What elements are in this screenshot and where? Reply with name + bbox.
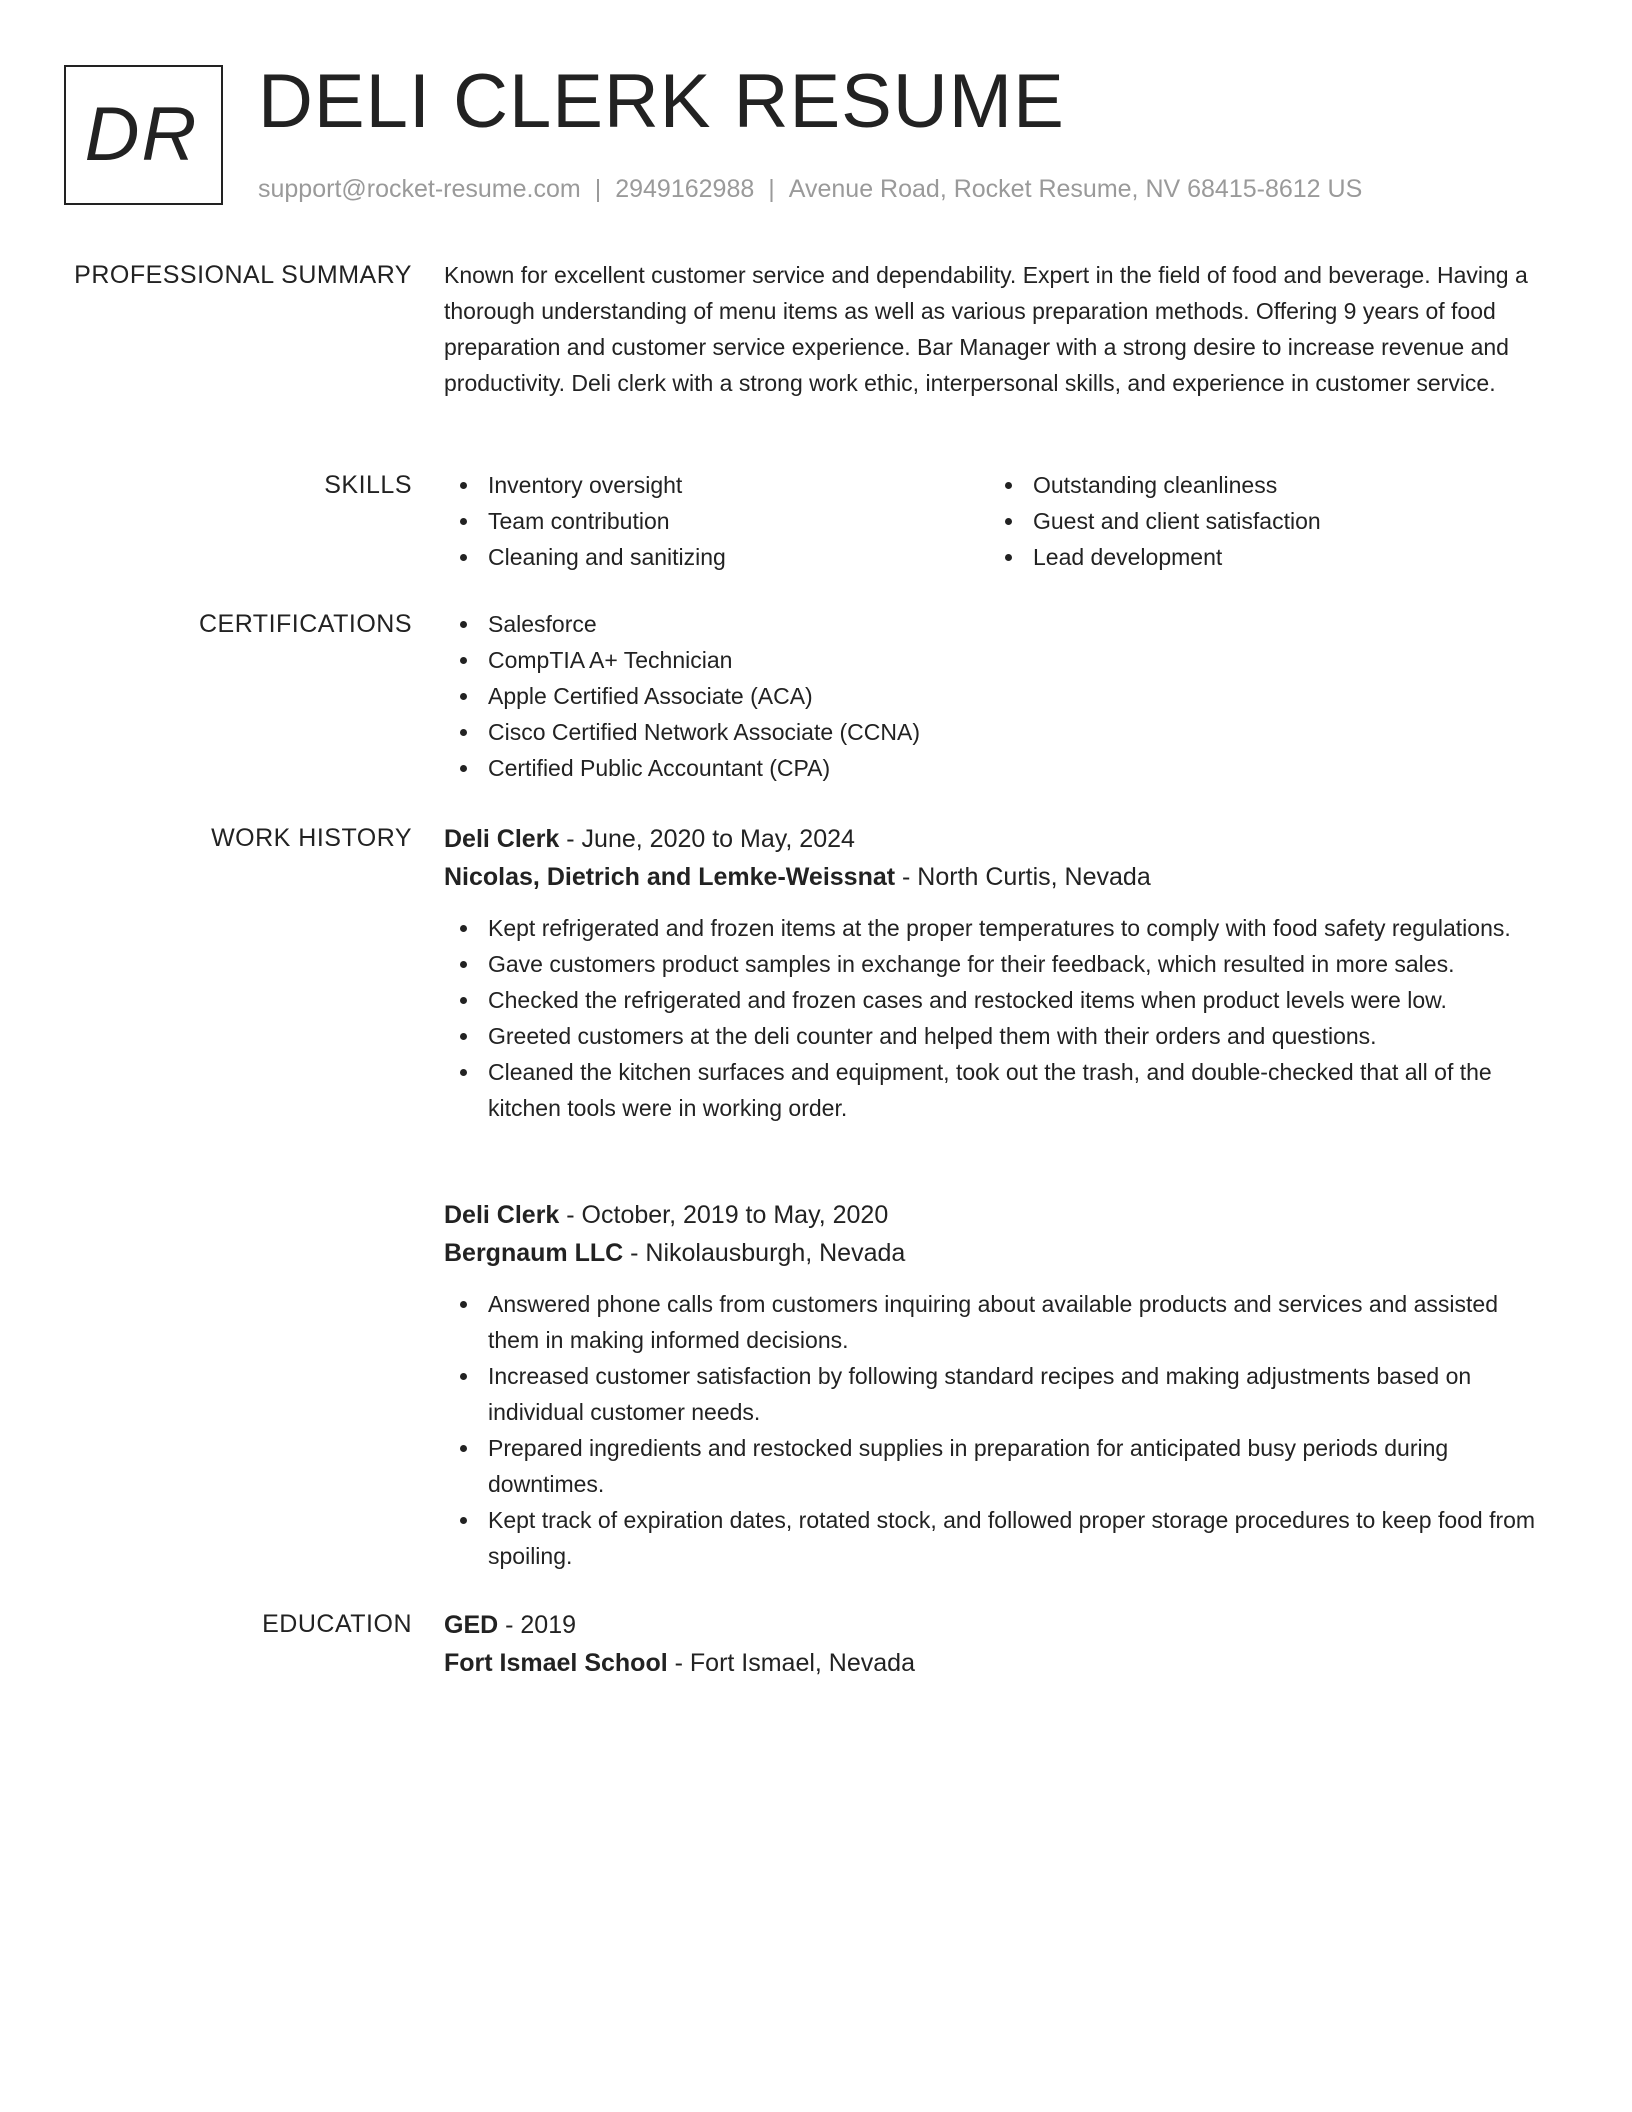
- section-label-certifications: CERTIFICATIONS: [198, 610, 412, 638]
- education-degree-line: [444, 1606, 1554, 1644]
- section-label-work-history: WORK HISTORY: [211, 824, 412, 852]
- skill-item: Lead development: [989, 539, 1534, 575]
- contact-email[interactable]: support@rocket-resume.com: [258, 175, 581, 203]
- summary-content: [444, 257, 1554, 401]
- certifications-list: [444, 606, 1554, 786]
- contact-address: Avenue Road, Rocket Resume, NV 68415-8612 US: [788, 175, 1363, 203]
- certification-item: Apple Certified Associate (ACA): [444, 678, 1554, 714]
- certification-item: Salesforce: [444, 606, 1554, 642]
- job-duty-item: Prepared ingredients and restocked supplies in preparation for anticipated busy periods during downtimes.: [444, 1430, 1554, 1502]
- resume-title: DELI CLERK RESUME: [258, 59, 1065, 144]
- skill-item: Team contribution: [444, 503, 989, 539]
- education-location: - Fort Ismael, Nevada: [667, 1649, 915, 1677]
- job-title-line: [444, 820, 1554, 858]
- job-duty-item: Increased customer satisfaction by following standard recipes and making adjustments based on individual customer needs.: [444, 1358, 1554, 1430]
- skill-item: Cleaning and sanitizing: [444, 539, 989, 575]
- monogram-initials: DR: [84, 92, 199, 177]
- section-label-education: EDUCATION: [262, 1610, 412, 1638]
- skill-item: Inventory oversight: [444, 467, 989, 503]
- job-company-line: [444, 858, 1554, 896]
- contact-separator: |: [594, 175, 602, 203]
- job-location: - North Curtis, Nevada: [895, 863, 1151, 891]
- education-school-line: [444, 1644, 1554, 1682]
- contact-separator: |: [768, 175, 775, 203]
- skills-content: [444, 467, 1554, 575]
- certification-item: Certified Public Accountant (CPA): [444, 750, 1554, 786]
- education-content: [444, 1606, 1554, 1682]
- job-company: Nicolas, Dietrich and Lemke-Weissnat: [444, 863, 896, 891]
- certifications-content: [444, 606, 1554, 786]
- job-duties-list: [444, 1286, 1554, 1574]
- job-duties-list: [444, 910, 1554, 1126]
- job-title: Deli Clerk: [444, 825, 560, 853]
- job-company-line: [444, 1234, 1554, 1272]
- section-label-skills: SKILLS: [324, 471, 412, 499]
- job-duty-item: Kept track of expiration dates, rotated stock, and followed proper storage procedures to keep food from spoiling.: [444, 1502, 1554, 1574]
- skills-list-left: [444, 467, 989, 575]
- job-duty-item: Cleaned the kitchen surfaces and equipment, took out the trash, and double-checked that all of the kitchen tools were in working order.: [444, 1054, 1554, 1126]
- monogram-box: [64, 65, 223, 205]
- education-school: Fort Ismael School: [444, 1649, 668, 1677]
- certification-item: Cisco Certified Network Associate (CCNA): [444, 714, 1554, 750]
- education-degree: GED: [444, 1611, 499, 1639]
- education-year: - 2019: [498, 1611, 577, 1639]
- contact-phone[interactable]: 2949162988: [615, 175, 755, 203]
- job-duty-item: Answered phone calls from customers inquiring about available products and services and assisted them in making informed decisions.: [444, 1286, 1554, 1358]
- job-duty-item: Gave customers product samples in exchange for their feedback, which resulted in more sales.: [444, 946, 1554, 982]
- skills-list-right: [989, 467, 1534, 575]
- skill-item: Outstanding cleanliness: [989, 467, 1534, 503]
- summary-text: Known for excellent customer service and dependability. Expert in the field of food and beverage. Having a thorough understanding of menu items as well as various preparation methods. Offering 9 years of food preparation and customer service experience. Bar Manager with a strong desire to increase revenue and productivity. Deli clerk with a strong work ethic, interpersonal skills, and experience in customer service.: [444, 262, 1528, 396]
- certification-item: CompTIA A+ Technician: [444, 642, 1554, 678]
- job-title: Deli Clerk: [444, 1201, 560, 1229]
- job-location: - Nikolausburgh, Nevada: [623, 1239, 906, 1267]
- job-dates: - June, 2020 to May, 2024: [559, 825, 855, 853]
- section-label-summary: PROFESSIONAL SUMMARY: [74, 261, 412, 289]
- job-duty-item: Kept refrigerated and frozen items at the proper temperatures to comply with food safety regulations.: [444, 910, 1554, 946]
- job-duty-item: Greeted customers at the deli counter and helped them with their orders and questions.: [444, 1018, 1554, 1054]
- contact-line: [258, 172, 1362, 206]
- job-duty-item: Checked the refrigerated and frozen cases and restocked items when product levels were low.: [444, 982, 1554, 1018]
- job-company: Bergnaum LLC: [444, 1239, 624, 1267]
- job-entry: [444, 1196, 1554, 1574]
- job-dates: - October, 2019 to May, 2020: [559, 1201, 889, 1229]
- job-title-line: [444, 1196, 1554, 1234]
- job-entry: [444, 820, 1554, 1126]
- skill-item: Guest and client satisfaction: [989, 503, 1534, 539]
